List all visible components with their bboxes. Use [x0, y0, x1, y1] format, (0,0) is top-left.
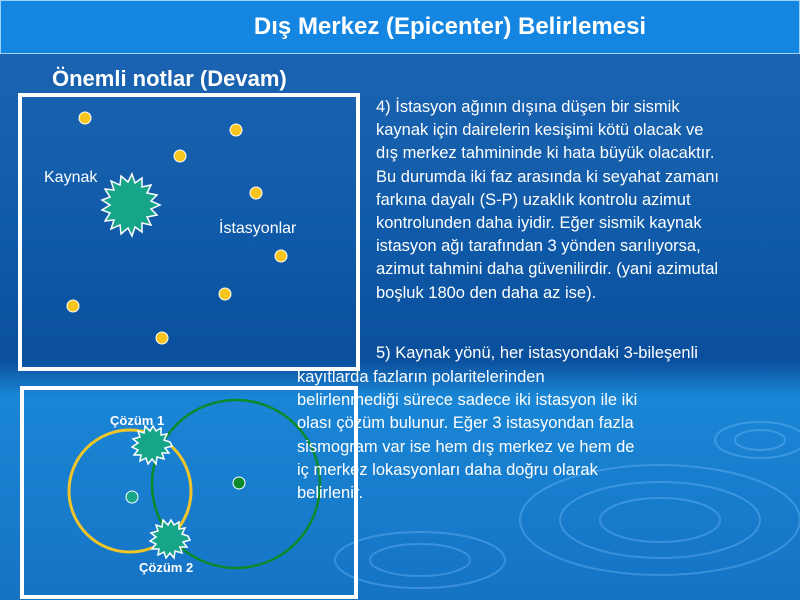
station-a-marker: [126, 491, 138, 503]
station-b-marker: [233, 477, 245, 489]
solution-1-label: Çözüm 1: [110, 413, 165, 428]
stations-label: İstasyonlar: [219, 220, 297, 237]
slide-subtitle: Önemli notlar (Devam): [52, 66, 287, 91]
note-5-first-line: 5) Kaynak yönü, her istasyondaki 3-bileşenli: [376, 344, 698, 362]
slide-title: Dış Merkez (Epicenter) Belirlemesi: [253, 13, 647, 40]
note-4-text: 4) İstasyon ağının dışına düşen bir sismik kaynak için dairelerin kesişimi kötü olacak ve dış merkez tahmininde ki hata büyük olacaktır. Bu durumda iki faz arasında ki seyahat zamanı farkına dayalı (S-P) uzaklık kontrolu azimut kontrolunden daha iyidir. Eğer sismik kaynak istasyon ağı tarafından 3 yönden sarılıyorsa, azimut tahmini daha güvenilirdir. (yani azimutal boşluk 180o den daha az ise).: [376, 98, 720, 302]
note-5-text: kayıtlarda fazların polaritelerinden belirlenmediği sürece sadece iki istasyon ile iki olası çözüm bulunur. Eğer 3 istasyondan fazla sismogram var ise hem dış merkez ve hem de iç merkez lokasyonları daha doğru olarak belirlenir.: [297, 368, 638, 503]
solution-2-label: Çözüm 2: [139, 560, 194, 575]
solution-1-burst-icon: [132, 426, 172, 464]
solution-2-burst-icon: [150, 520, 190, 558]
source-label: Kaynak: [44, 169, 98, 186]
